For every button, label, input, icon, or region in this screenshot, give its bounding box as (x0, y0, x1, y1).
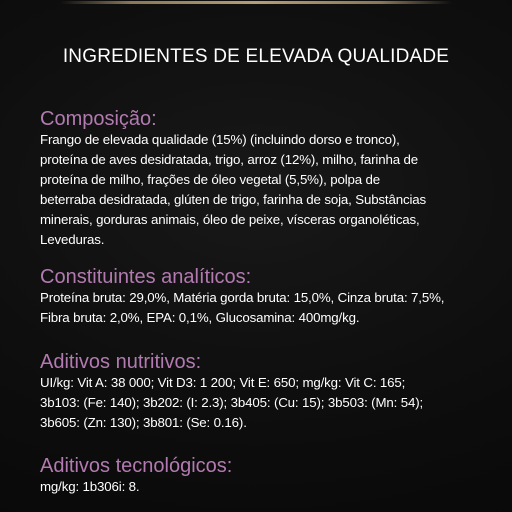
section-heading-technological-additives: Aditivos tecnológicos: (40, 455, 233, 477)
text-line: 3b103: (Fe: 140); 3b202: (I: 2.3); 3b405: (Cu: 15); 3b503: (Mn: 54); (40, 395, 424, 410)
text-line: Frango de elevada qualidade (15%) (incluindo dorso e tronco), (40, 132, 400, 147)
section-nutritional-additives (40, 351, 488, 433)
text-line: proteína de aves desidratada, trigo, arroz (12%), milho, farinha de (40, 152, 418, 167)
text-line: 3b605: (Zn: 130); 3b801: (Se: 0.16). (40, 415, 247, 430)
section-body-nutritional-additives (40, 373, 488, 433)
section-body-composition (40, 130, 488, 250)
text-line: proteína de milho, frações de óleo vegetal (5,5%), polpa de (40, 172, 381, 187)
text-line: mg/kg: 1b306i: 8. (40, 479, 140, 494)
text-line: minerais, gorduras animais, óleo de peixe, vísceras organoléticas, (40, 212, 420, 227)
text-line: Leveduras. (40, 232, 105, 247)
text-line: Fibra bruta: 2,0%, EPA: 0,1%, Glucosamina: 400mg/kg. (40, 310, 360, 325)
page-title: INGREDIENTES DE ELEVADA QUALIDADE (62, 46, 450, 67)
text-line: UI/kg: Vit A: 38 000; Vit D3: 1 200; Vit E: 650; mg/kg: Vit C: 165; (40, 375, 406, 390)
text-line: beterraba desidratada, glúten de trigo, farinha de soja, Substâncias (40, 192, 427, 207)
section-heading-analytical-constituents: Constituintes analíticos: (40, 266, 252, 288)
section-body-technological-additives (40, 477, 488, 497)
section-technological-additives (40, 455, 488, 497)
text-line: Proteína bruta: 29,0%, Matéria gorda bruta: 15,0%, Cinza bruta: 7,5%, (40, 290, 445, 305)
section-body-analytical-constituents (40, 288, 488, 328)
section-heading-composition: Composição: (40, 108, 157, 130)
section-composition (40, 108, 488, 250)
decorative-top-rule (60, 1, 452, 4)
section-heading-nutritional-additives: Aditivos nutritivos: (40, 351, 202, 373)
section-analytical-constituents (40, 266, 488, 328)
